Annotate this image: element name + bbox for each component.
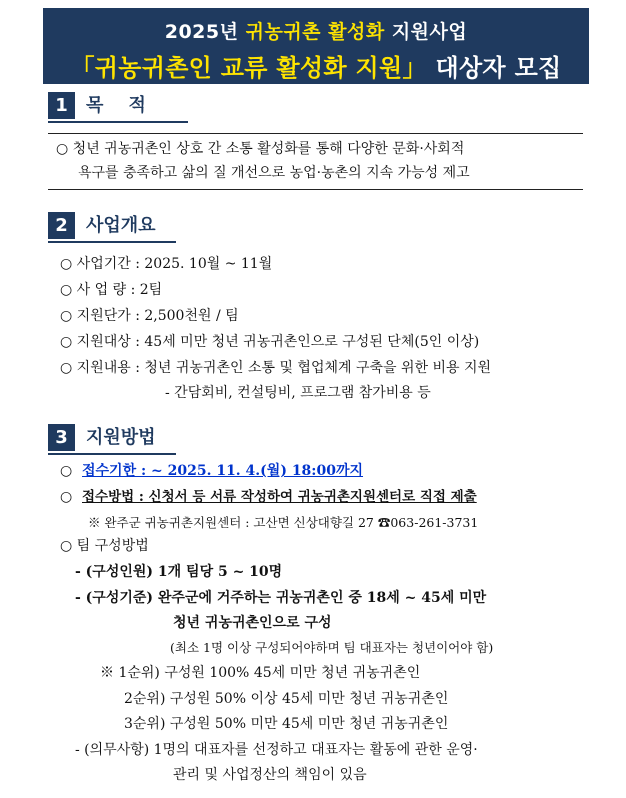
center-address-note: ※ 완주군 귀농귀촌지원센터 : 고산면 신상대향길 27 ☎063-261-3731 (88, 515, 479, 530)
banner-line-2 (43, 48, 589, 83)
overview-content-detail: - 간담회비, 컨설팅비, 프로그램 참가비용 등 (165, 385, 431, 401)
purpose-box (48, 133, 583, 190)
banner-suffix-2: 대상자 모집 (435, 54, 562, 82)
deadline-bullet: ○ (60, 463, 73, 479)
team-criteria-note: (최소 1명 이상 구성되어야하며 팀 대표자는 청년이어야 함) (170, 640, 494, 655)
overview-period: ○ 사업기간 : 2025. 10월 ~ 11월 (60, 256, 273, 272)
overview-target: ○ 지원대상 : 45세 미만 청년 귀농귀촌인으로 구성된 단체(5인 이상) (60, 334, 480, 350)
team-members: - (구성인원) 1개 팀당 5 ~ 10명 (75, 564, 283, 580)
section-underline (48, 241, 176, 243)
banner-suffix-1: 지원사업 (391, 21, 468, 43)
banner-year: 2025년 (164, 21, 239, 43)
overview-unit-price: ○ 지원단가 : 2,500천원 / 팀 (60, 308, 239, 324)
overview-content: ○ 지원내용 : 청년 귀농귀촌인 소통 및 협업체계 구축을 위한 비용 지원 (60, 360, 492, 376)
deadline-text: 접수기한 : ~ 2025. 11. 4.(월) 18:00까지 (82, 463, 364, 479)
section-title: 목 적 (86, 95, 146, 116)
team-criteria-line-1: - (구성기준) 완주군에 거주하는 귀농귀촌인 중 18세 ~ 45세 미만 (75, 590, 487, 606)
section-number: 2 (48, 212, 75, 239)
banner-highlight-1: 귀농귀촌 활성화 (245, 21, 385, 43)
team-criteria-line-2: 청년 귀농귀촌인으로 구성 (173, 615, 332, 631)
purpose-line-1: ○ 청년 귀농귀촌인 상호 간 소통 활성화를 통해 다양한 문화·사회적 (56, 141, 465, 157)
purpose-line-2: 욕구를 충족하고 삶의 질 개선으로 농업·농촌의 지속 가능성 제고 (78, 165, 470, 181)
section-underline (48, 453, 176, 455)
priority-3: 3순위) 구성원 50% 미만 45세 미만 청년 귀농귀촌인 (124, 716, 449, 732)
section-underline (48, 121, 188, 123)
section-number: 1 (48, 92, 75, 119)
section-title: 지원방법 (86, 427, 156, 448)
apply-bullet: ○ (60, 489, 73, 505)
duty-line-1: - (의무사항) 1명의 대표자를 선정하고 대표자는 활동에 관한 운영· (75, 742, 478, 758)
overview-volume: ○ 사 업 량 : 2팀 (60, 282, 163, 298)
banner-line-1 (43, 17, 589, 44)
section-title: 사업개요 (86, 215, 156, 236)
section-number: 3 (48, 424, 75, 451)
banner-highlight-2: 「귀농귀촌인 교류 활성화 지원」 (70, 54, 427, 82)
priority-2: 2순위) 구성원 50% 이상 45세 미만 청년 귀농귀촌인 (124, 691, 449, 707)
apply-method-text: 접수방법 : 신청서 등 서류 작성하여 귀농귀촌지원센터로 직접 제출 (82, 489, 477, 505)
priority-1: ※ 1순위) 구성원 100% 45세 미만 청년 귀농귀촌인 (100, 665, 421, 681)
duty-line-2: 관리 및 사업정산의 책임이 있음 (173, 767, 367, 783)
title-banner (43, 8, 589, 84)
team-method-heading: ○ 팀 구성방법 (60, 538, 149, 554)
